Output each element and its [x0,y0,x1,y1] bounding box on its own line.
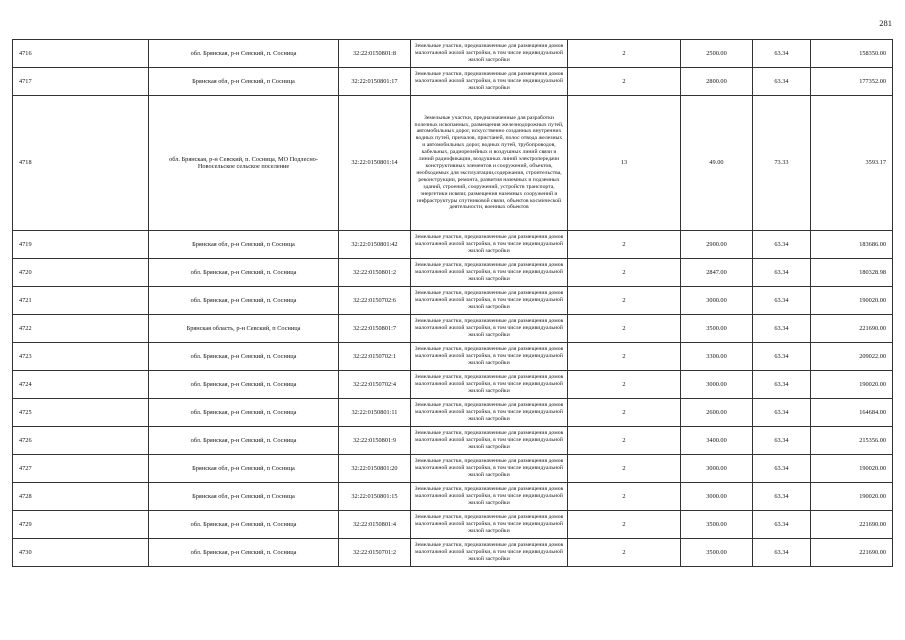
area-cell: 49.00 [681,96,753,231]
rate-cell: 63.34 [753,483,811,511]
group-cell: 2 [568,427,681,455]
group-cell: 2 [568,68,681,96]
table-row [13,483,893,511]
table-body [13,40,893,567]
row-number-cell: 4717 [13,68,149,96]
group-cell: 2 [568,455,681,483]
table-row [13,427,893,455]
land-use-cell: Земельные участки, предназначенные для размещения домов малоэтажной жилой застройки, в том числе индивидуальной жилой застройки [411,455,568,483]
rate-cell: 63.34 [753,259,811,287]
cadastral-value-cell: 190020.00 [811,455,893,483]
rate-cell: 63.34 [753,68,811,96]
cadastral-number-cell: 32:22:0150701:2 [339,539,411,567]
area-cell: 3000.00 [681,483,753,511]
area-cell: 2847.00 [681,259,753,287]
address-cell: обл. Брянская, р-н Севский, п. Сосница [149,371,339,399]
cadastral-value-cell: 177352.00 [811,68,893,96]
address-cell: обл. Брянская, р-н Севский, п. Сосница [149,40,339,68]
address-cell: обл. Брянская, р-н Севский, п. Сосница [149,427,339,455]
cadastral-number-cell: 32:22:0150702:6 [339,287,411,315]
rate-cell: 63.34 [753,371,811,399]
cadastral-number-cell: 32:22:0150801:11 [339,399,411,427]
address-cell: обл. Брянская, р-н Севский, п. Сосница [149,539,339,567]
cadastral-value-cell: 221690.00 [811,511,893,539]
address-cell: Брянская обл, р-н Севский, п Сосница [149,231,339,259]
land-use-cell: Земельные участки, предназначенные для размещения домов малоэтажной жилой застройки, в том числе индивидуальной жилой застройки [411,40,568,68]
group-cell: 13 [568,96,681,231]
group-cell: 2 [568,483,681,511]
land-registry-table [12,39,893,567]
cadastral-number-cell: 32:22:0150702:4 [339,371,411,399]
table-row [13,68,893,96]
row-number-cell: 4721 [13,287,149,315]
address-cell: обл. Брянская, р-н Севский, п. Сосница [149,511,339,539]
address-cell: Брянская обл, р-н Севский, п Сосница [149,455,339,483]
cadastral-number-cell: 32:22:0150801:17 [339,68,411,96]
cadastral-number-cell: 32:22:0150702:1 [339,343,411,371]
cadastral-value-cell: 221690.00 [811,539,893,567]
area-cell: 2900.00 [681,231,753,259]
row-number-cell: 4720 [13,259,149,287]
rate-cell: 73.33 [753,96,811,231]
group-cell: 2 [568,399,681,427]
rate-cell: 63.34 [753,399,811,427]
address-cell: обл. Брянская, р-н Севский, п. Сосница, МО Подлесно-Новосельское сельское поселение [149,96,339,231]
rate-cell: 63.34 [753,455,811,483]
rate-cell: 63.34 [753,511,811,539]
row-number-cell: 4726 [13,427,149,455]
row-number-cell: 4729 [13,511,149,539]
area-cell: 3000.00 [681,455,753,483]
address-cell: обл. Брянская, р-н Севский, п. Сосница [149,343,339,371]
cadastral-value-cell: 183686.00 [811,231,893,259]
land-use-cell: Земельные участки, предназначенные для размещения домов малоэтажной жилой застройки, в том числе индивидуальной жилой застройки [411,343,568,371]
rate-cell: 63.34 [753,343,811,371]
row-number-cell: 4724 [13,371,149,399]
cadastral-number-cell: 32:22:0150801:20 [339,455,411,483]
group-cell: 2 [568,231,681,259]
area-cell: 2600.00 [681,399,753,427]
area-cell: 3500.00 [681,315,753,343]
land-use-cell: Земельные участки, предназначенные для размещения домов малоэтажной жилой застройки, в том числе индивидуальной жилой застройки [411,231,568,259]
cadastral-value-cell: 164684.00 [811,399,893,427]
table-row [13,371,893,399]
land-use-cell: Земельные участки, предназначенные для размещения домов малоэтажной жилой застройки, в том числе индивидуальной жилой застройки [411,68,568,96]
row-number-cell: 4722 [13,315,149,343]
area-cell: 2500.00 [681,40,753,68]
rate-cell: 63.34 [753,40,811,68]
cadastral-value-cell: 3593.17 [811,96,893,231]
table-row [13,539,893,567]
cadastral-value-cell: 190020.00 [811,287,893,315]
group-cell: 2 [568,511,681,539]
cadastral-value-cell: 221690.00 [811,315,893,343]
land-use-cell: Земельные участки, предназначенные для размещения домов малоэтажной жилой застройки, в том числе индивидуальной жилой застройки [411,287,568,315]
cadastral-number-cell: 32:22:0150801:2 [339,259,411,287]
table-row [13,455,893,483]
table-row [13,96,893,231]
land-use-cell: Земельные участки, предназначенные для размещения домов малоэтажной жилой застройки, в том числе индивидуальной жилой застройки [411,427,568,455]
row-number-cell: 4719 [13,231,149,259]
page-number: 281 [879,18,892,28]
table-row [13,343,893,371]
area-cell: 3400.00 [681,427,753,455]
group-cell: 2 [568,40,681,68]
area-cell: 3500.00 [681,511,753,539]
cadastral-number-cell: 32:22:0150801:4 [339,511,411,539]
row-number-cell: 4716 [13,40,149,68]
table-row [13,231,893,259]
cadastral-value-cell: 209022.00 [811,343,893,371]
cadastral-number-cell: 32:22:0150801:14 [339,96,411,231]
row-number-cell: 4727 [13,455,149,483]
land-use-cell: Земельные участки, предназначенные для размещения домов малоэтажной жилой застройки, в том числе индивидуальной жилой застройки [411,483,568,511]
cadastral-number-cell: 32:22:0150801:9 [339,427,411,455]
row-number-cell: 4723 [13,343,149,371]
rate-cell: 63.34 [753,315,811,343]
area-cell: 3000.00 [681,371,753,399]
address-cell: обл. Брянская, р-н Севский, п. Сосница [149,399,339,427]
row-number-cell: 4725 [13,399,149,427]
land-use-cell: Земельные участки, предназначенные для размещения домов малоэтажной жилой застройки, в том числе индивидуальной жилой застройки [411,315,568,343]
row-number-cell: 4718 [13,96,149,231]
group-cell: 2 [568,343,681,371]
area-cell: 3500.00 [681,539,753,567]
table-row [13,287,893,315]
area-cell: 3000.00 [681,287,753,315]
row-number-cell: 4730 [13,539,149,567]
table-row [13,315,893,343]
cadastral-number-cell: 32:22:0150801:42 [339,231,411,259]
land-use-cell: Земельные участки, предназначенные для размещения домов малоэтажной жилой застройки, в том числе индивидуальной жилой застройки [411,259,568,287]
table-row [13,511,893,539]
rate-cell: 63.34 [753,231,811,259]
land-use-cell: Земельные участки, предназначенные для размещения домов малоэтажной жилой застройки, в том числе индивидуальной жилой застройки [411,371,568,399]
address-cell: Брянская область, р-н Севский, п Сосница [149,315,339,343]
land-use-cell: Земельные участки, предназначенные для разработки полезных ископаемых, размещения железнодорожных путей, автомобильных дорог, искусственно созданных внутренних водных путей, причалов, пристаней, полос отвода железных и автомобильных дорог, водных путей, трубопроводов, кабельных, радиорелейных и воздушных линий связи и линий радиофикации, воздушных линий электропередачи конструктивных элементов и сооружений, объектов, необходимых для эксплуатации,содержания, строительства, реконструкции, ремонта, развития наземных и подземных зданий, строений, сооружений, устройств транспорта, энергетики исвязи; размещения наземных сооружений и инфраструктуры спутниковой связи, объектов космической деятельности, военных объектов [411,96,568,231]
land-use-cell: Земельные участки, предназначенные для размещения домов малоэтажной жилой застройки, в том числе индивидуальной жилой застройки [411,511,568,539]
land-use-cell: Земельные участки, предназначенные для размещения домов малоэтажной жилой застройки, в том числе индивидуальной жилой застройки [411,539,568,567]
area-cell: 2800.00 [681,68,753,96]
table-row [13,399,893,427]
address-cell: Брянская обл, р-н Севский, п Сосница [149,68,339,96]
rate-cell: 63.34 [753,287,811,315]
cadastral-number-cell: 32:22:0150801:8 [339,40,411,68]
cadastral-value-cell: 215356.00 [811,427,893,455]
group-cell: 2 [568,371,681,399]
area-cell: 3300.00 [681,343,753,371]
address-cell: обл. Брянская, р-н Севский, п. Сосница [149,259,339,287]
rate-cell: 63.34 [753,539,811,567]
group-cell: 2 [568,539,681,567]
address-cell: Брянская обл, р-н Севский, п Сосница [149,483,339,511]
table-row [13,259,893,287]
group-cell: 2 [568,259,681,287]
cadastral-value-cell: 190020.00 [811,371,893,399]
cadastral-value-cell: 190020.00 [811,483,893,511]
land-use-cell: Земельные участки, предназначенные для размещения домов малоэтажной жилой застройки, в том числе индивидуальной жилой застройки [411,399,568,427]
table-row [13,40,893,68]
group-cell: 2 [568,287,681,315]
cadastral-value-cell: 158350.00 [811,40,893,68]
rate-cell: 63.34 [753,427,811,455]
row-number-cell: 4728 [13,483,149,511]
address-cell: обл. Брянская, р-н Севский, п. Сосница [149,287,339,315]
cadastral-value-cell: 180328.98 [811,259,893,287]
cadastral-number-cell: 32:22:0150801:7 [339,315,411,343]
cadastral-number-cell: 32:22:0150801:15 [339,483,411,511]
group-cell: 2 [568,315,681,343]
